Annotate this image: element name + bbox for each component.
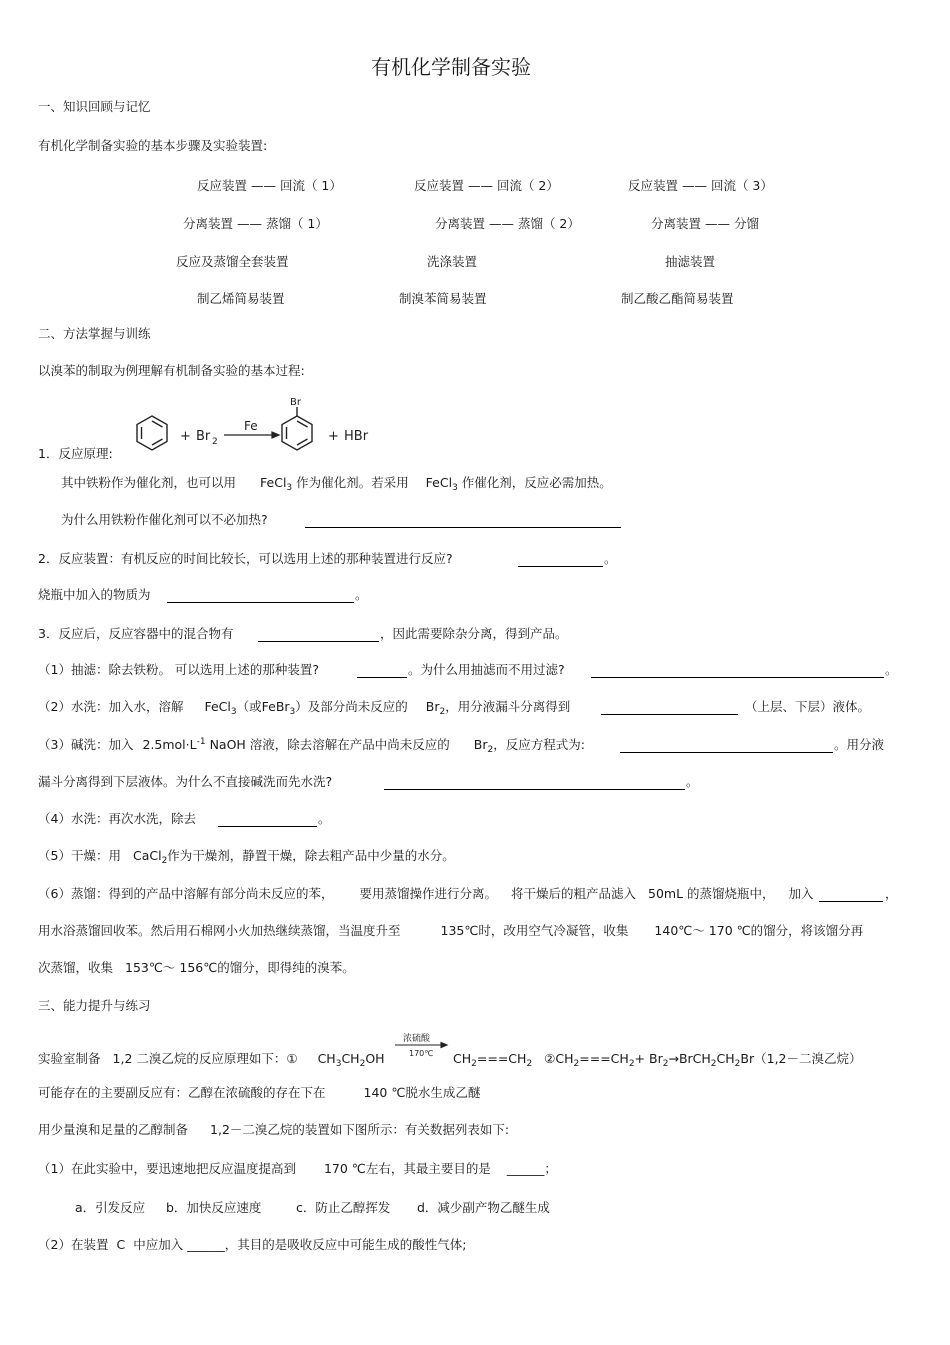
p2-text-e: （上层、下层）液体。 bbox=[745, 699, 871, 714]
side-reaction-text: 可能存在的主要副反应有：乙醇在浓硫酸的存在下在 140 ℃脱水生成乙醚 bbox=[38, 1085, 481, 1100]
p1-answer-blank-2[interactable] bbox=[591, 665, 884, 678]
p3-text-d: 。用分液 bbox=[834, 737, 885, 752]
p3-question-blank[interactable] bbox=[384, 777, 685, 790]
p3-period: 。 bbox=[686, 774, 699, 789]
option-b: b．加快反应速度 bbox=[166, 1200, 262, 1215]
device-ethyl-acetate: 制乙酸乙酯简易装置 bbox=[621, 291, 734, 306]
section-1-heading: 一、知识回顾与记忆 bbox=[38, 99, 151, 114]
p1-text-a: （1）抽滤：除去铁粉。 可以选用上述的那种装置? bbox=[38, 662, 320, 677]
section-2-intro: 以溴苯的制取为例理解有机制备实验的基本过程: bbox=[38, 363, 305, 378]
p5-text: （5）干燥：用 CaCl$_2$作为干燥剂，静置干燥，除去粗产品中少量的水分。 bbox=[38, 848, 455, 866]
device-full-set: 反应及蒸馏全套装置 bbox=[176, 254, 289, 269]
p6-text-line3: 次蒸馏，收集 153℃～ 156℃的馏分，即得纯的溴苯。 bbox=[38, 960, 355, 975]
q2-period: 。 bbox=[604, 551, 617, 566]
s3-q2-blank[interactable]: ______ bbox=[187, 1237, 225, 1252]
option-d: d．减少副产物乙醚生成 bbox=[417, 1200, 550, 1215]
apparatus-text: 用少量溴和足量的乙醇制备 1,2－二溴乙烷的装置如下图所示：有关数据列表如下: bbox=[38, 1122, 510, 1137]
p2-text: （2）水洗：加入水，溶解 FeCl$_3$（或FeBr$_3$）及部分尚未反应的 $Br_2$，用分液漏斗分离得到 bbox=[38, 699, 571, 717]
device-reflux-2: 反应装置 —— 回流（ 2） bbox=[414, 178, 559, 193]
bromine-formula: Br bbox=[196, 429, 211, 444]
reaction-principle-text: 实验室制备 1,2 二溴乙烷的反应原理如下：① $CH_3CH_2OH$ bbox=[38, 1051, 385, 1069]
flask-answer-blank[interactable] bbox=[167, 590, 354, 603]
equation-continuation: $CH_2===CH_2$ $②CH_2===CH_2+$ $Br_2\to BrCH_2CH_2Br(1,2-$二溴乙烷） bbox=[453, 1051, 862, 1069]
section-2-heading: 二、方法掌握与训练 bbox=[38, 326, 151, 341]
device-reflux-1: 反应装置 —— 回流（ 1） bbox=[197, 178, 342, 193]
device-fractional: 分离装置 —— 分馏 bbox=[651, 216, 759, 231]
p4-text: （4）水洗：再次水洗，除去 bbox=[38, 811, 196, 826]
p6-text-line2: 用水浴蒸馏回收苯。然后用石棉网小火加热继续蒸馏，当温度升至 135℃时，改用空气冷凝管，收集 140℃～ 170 ℃的馏分，将该馏分再 bbox=[38, 923, 864, 938]
device-reflux-3: 反应装置 —— 回流（ 3） bbox=[628, 178, 773, 193]
bromobenzene-icon bbox=[282, 407, 312, 450]
p1-period: 。 bbox=[885, 662, 898, 677]
device-distill-2: 分离装置 —— 蒸馏（ 2） bbox=[435, 216, 580, 231]
option-a: a．引发反应 bbox=[75, 1200, 146, 1215]
p3-text-e: 漏斗分离得到下层液体。为什么不直接碱洗而先水洗? bbox=[38, 774, 333, 789]
bromine-subscript: 2 bbox=[212, 437, 218, 447]
device-washing: 洗涤装置 bbox=[427, 254, 478, 269]
device-ethylene: 制乙烯简易装置 bbox=[197, 291, 285, 306]
p3-text: （3）碱洗：加入 $2.5mol\cdot L^{-1}$ NaOH 溶液，除去溶解在产品中尚未反应的 $Br_2$，反应方程式为: bbox=[38, 737, 585, 755]
bromobenzene-equation bbox=[134, 394, 384, 456]
q2-text: 2．反应装置：有机反应的时间比较长，可以选用上述的那种装置进行反应? bbox=[38, 551, 453, 566]
p4-period: 。 bbox=[318, 811, 331, 826]
p1-answer-blank-1[interactable] bbox=[357, 665, 407, 678]
p3-answer-blank[interactable] bbox=[620, 740, 833, 753]
s3-q1-blank[interactable]: ______ bbox=[506, 1161, 545, 1176]
q1-catalyst-text: 其中铁粉作为催化剂，也可以用 FeCl$_3$ 作为催化剂。若采用 FeCl$_3$ 作催化剂，反应必需加热。 bbox=[61, 475, 612, 493]
plus-sign-2: + bbox=[328, 429, 339, 444]
device-distill-1: 分离装置 —— 蒸馏（ 1） bbox=[183, 216, 328, 231]
device-bromobenzene: 制溴苯简易装置 bbox=[399, 291, 487, 306]
q1-answer-blank[interactable] bbox=[305, 515, 621, 528]
q3-text-a: 3．反应后，反应容器中的混合物有 bbox=[38, 626, 234, 641]
device-suction-filter: 抽滤装置 bbox=[665, 254, 716, 269]
flask-period: 。 bbox=[355, 587, 368, 602]
hbr-formula: HBr bbox=[344, 429, 369, 444]
benzene-icon bbox=[137, 416, 167, 450]
plus-sign: + bbox=[180, 429, 191, 444]
catalyst-label: Fe bbox=[244, 419, 258, 433]
condition-catalyst: 浓硫酸 bbox=[403, 1034, 431, 1044]
s3-q2-text: （2）在装置 C 中应加入 ______，其目的是吸收反应中可能生成的酸性气体; bbox=[38, 1237, 467, 1252]
p6-text-line1: （6）蒸馏：得到的产品中溶解有部分尚未反应的苯， 要用蒸馏操作进行分离。 将干燥后的粗产品滤入 50mL 的蒸馏烧瓶中， 加入 bbox=[38, 886, 814, 901]
condition-temperature: 170℃ bbox=[409, 1049, 434, 1058]
q2-answer-blank[interactable] bbox=[518, 554, 603, 567]
p6-comma: ， bbox=[885, 886, 898, 901]
q3-text-b: ，因此需要除杂分离，得到产品。 bbox=[380, 626, 568, 641]
p6-answer-blank[interactable] bbox=[819, 889, 883, 902]
page-title: 有机化学制备实验 bbox=[371, 55, 531, 79]
p2-answer-blank[interactable] bbox=[601, 702, 738, 715]
section-1-intro: 有机化学制备实验的基本步骤及实验装置: bbox=[38, 138, 268, 153]
sulfuric-acid-arrow bbox=[393, 1031, 449, 1059]
s3-q1-text: （1）在此实验中，要迅速地把反应温度提高到 170 ℃左右，其最主要目的是 ______； bbox=[38, 1161, 557, 1176]
q1-label: 1．反应原理: bbox=[38, 446, 113, 461]
q1-question: 为什么用铁粉作催化剂可以不必加热? bbox=[61, 512, 268, 527]
flask-text: 烧瓶中加入的物质为 bbox=[38, 587, 151, 602]
section-3-heading: 三、能力提升与练习 bbox=[38, 998, 151, 1013]
p4-answer-blank[interactable] bbox=[218, 814, 317, 827]
p1-text-b: 。为什么用抽滤而不用过滤? bbox=[408, 662, 565, 677]
option-c: c．防止乙醇挥发 bbox=[296, 1200, 391, 1215]
bromo-substituent: Br bbox=[290, 397, 301, 408]
q3-answer-blank[interactable] bbox=[258, 629, 379, 642]
